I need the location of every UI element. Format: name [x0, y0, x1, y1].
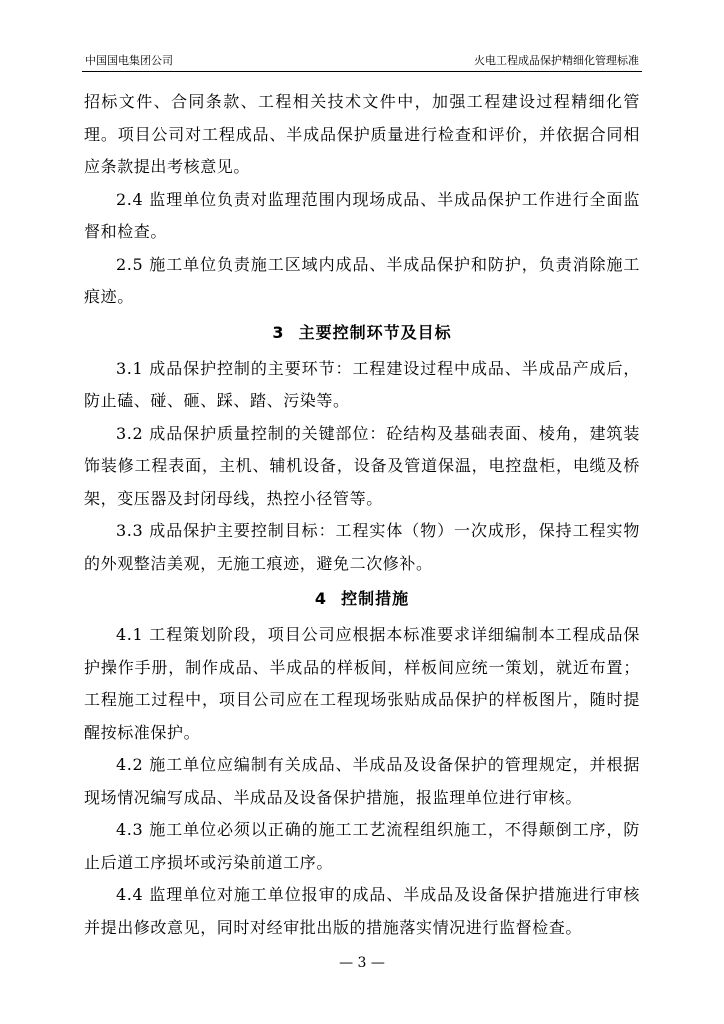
section-heading-4	[84, 583, 640, 615]
paragraph-2-4: 2.4 监理单位负责对监理范围内现场成品、半成品保护工作进行全面监督和检查。	[84, 189, 640, 241]
section-heading-3	[84, 317, 640, 349]
paragraph-3-3: 3.3 成品保护主要控制目标：工程实体（物）一次成形，保持工程实物的外观整洁美观，无施工痕迹，避免二次修补。	[84, 521, 640, 573]
paragraph-4-1: 4.1 工程策划阶段，项目公司应根据本标准要求详细编制本工程成品保护操作手册，制作成品、半成品的样板间，样板间应统一策划，就近布置；工程施工过程中，项目公司应在工程现场张贴成品保护的样板图片，随时提醒按标准保护。	[84, 625, 640, 742]
document-body	[84, 86, 640, 944]
header-document-title: 火电工程成品保护精细化管理标准	[474, 54, 639, 67]
header-divider	[82, 71, 642, 72]
paragraph-4-2: 4.2 施工单位应编制有关成品、半成品及设备保护的管理规定，并根据现场情况编写成品、半成品及设备保护措施，报监理单位进行审核。	[84, 755, 640, 807]
paragraph-3-1: 3.1 成品保护控制的主要环节：工程建设过程中成品、半成品产成后，防止磕、碰、砸、踩、踏、污染等。	[84, 358, 640, 410]
page-header	[85, 52, 639, 68]
paragraph-continuation: 招标文件、合同条款、工程相关技术文件中，加强工程建设过程精细化管理。项目公司对工程成品、半成品保护质量进行检查和评价，并依据合同相应条款提出考核意见。	[84, 92, 640, 176]
section-number-4: 4	[314, 589, 328, 608]
page-number: — 3 —	[339, 955, 385, 971]
section-title-4: 控制措施	[341, 589, 410, 608]
paragraph-4-3: 4.3 施工单位必须以正确的施工工艺流程组织施工，不得颠倒工序，防止后道工序损坏或污染前道工序。	[84, 820, 640, 872]
paragraph-2-5: 2.5 施工单位负责施工区域内成品、半成品保护和防护，负责消除施工痕迹。	[84, 254, 640, 306]
section-title-3: 主要控制环节及目标	[298, 322, 452, 342]
section-number-3: 3	[272, 322, 285, 342]
paragraph-3-2: 3.2 成品保护质量控制的关键部位：砼结构及基础表面、棱角，建筑装饰装修工程表面，主机、辅机设备，设备及管道保温，电控盘柜，电缆及桥架，变压器及封闭母线，热控小径管等。	[84, 423, 640, 508]
header-organization: 中国国电集团公司	[85, 54, 173, 67]
paragraph-4-4: 4.4 监理单位对施工单位报审的成品、半成品及设备保护措施进行审核并提出修改意见，同时对经审批出版的措施落实情况进行监督检查。	[84, 885, 640, 937]
